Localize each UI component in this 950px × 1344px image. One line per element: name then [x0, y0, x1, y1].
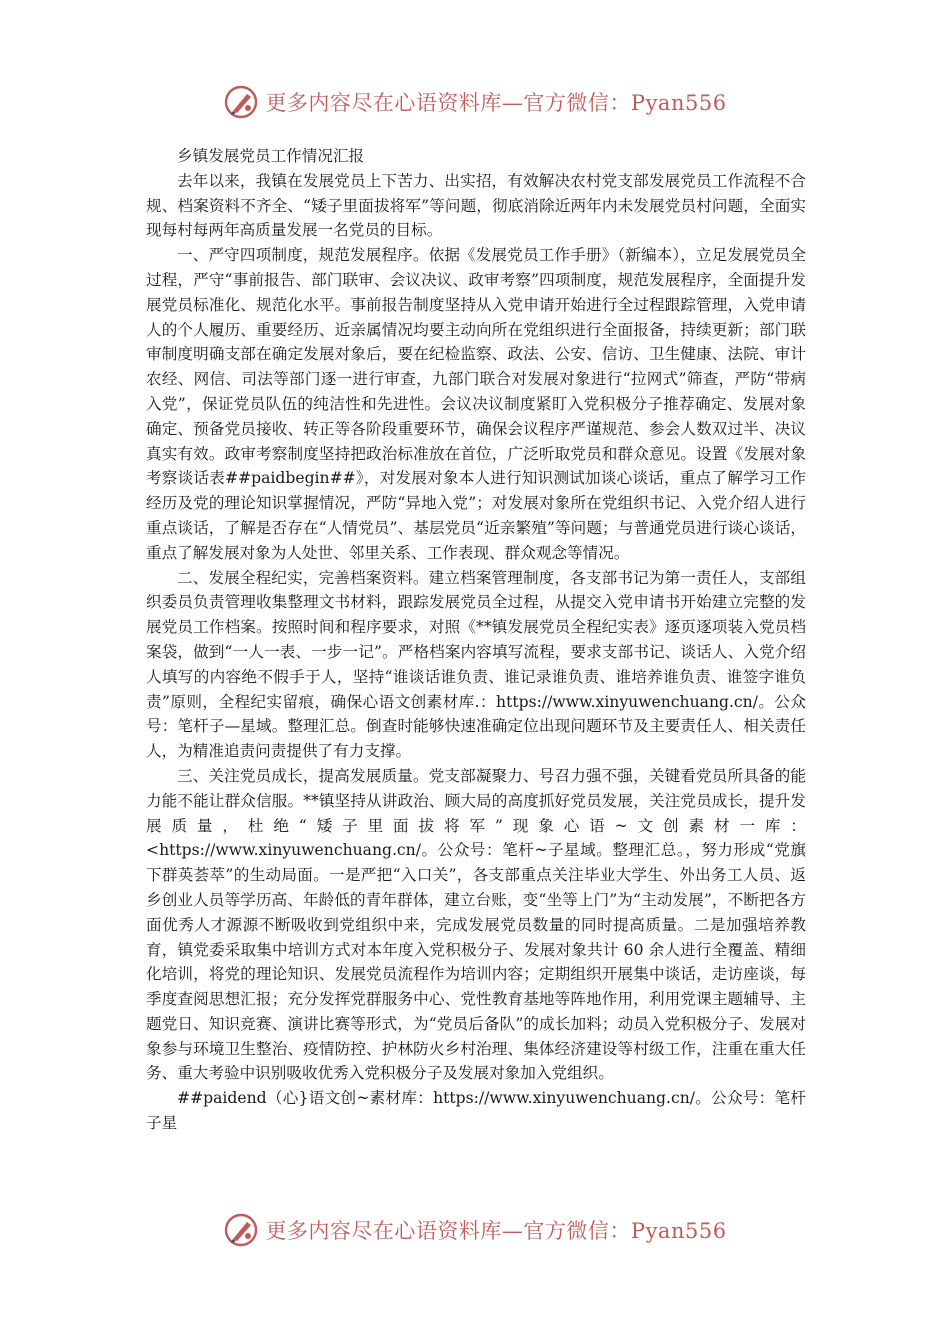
paragraph-section-1: 一、严守四项制度，规范发展程序。依据《发展党员工作手册》（新编本），立足发展党员全过程，严守“事前报告、部门联审、会议决议、政审考察”四项制度，规范发展程序，全面提升发展党员标准化、规范化水平。事前报告制度坚持从入党申请开始进行全过程跟踪管理，入党申请人的个人履历、重要经历、近亲属情况均要主动向所在党组织进行全面报备，持续更新；部门联审制度明确支部在确定发展对象后，要在纪检监察、政法、公安、信访、卫生健康、法院、审计农经、网信、司法等部门逐一进行审查，九部门联合对发展对象进行“拉网式”筛查，严防“带病入党”，保证党员队伍的纯洁性和先进性。会议决议制度紧盯入党积极分子推荐确定、发展对象确定、预备党员接收、转正等各阶段重要环节，确保会议程序严谨规范、参会人数双过半、决议真实有效。政审考察制度坚持把政治标准放在首位，广泛听取党员和群众意见。设置《发展对象考察谈话表##paidbegin##》，对发展对象本人进行知识测试加谈心谈话，重点了解学习工作经历及党的理论知识掌握情况，严防“异地入党”；对发展对象所在党组织书记、入党介绍人进行重点谈话，了解是否存在“人情党员”、基层党员“近亲繁殖”等问题；与普通党员进行谈心谈话，重点了解发展对象为人处世、邻里关系、工作表现、群众观念等情况。	[146, 246, 806, 562]
paragraph-intro: 去年以来，我镇在发展党员上下苦力、出实招，有效解决农村党支部发展党员工作流程不合规、档案资料不齐全、“矮子里面拔将军”等问题，彻底消除近两年内未发展党员村问题，全面实现每村每两年高质量发展一名党员的目标。	[146, 171, 806, 240]
paragraph-section-2: 二、发展全程纪实，完善档案资料。建立档案管理制度，各支部书记为第一责任人，支部组织委员负责管理收集整理文书材料，跟踪发展党员全过程，从提交入党申请书开始建立完整的发展党员工作档案。按照时间和程序要求，对照《**镇发展党员全程纪实表》逐页逐项装入党员档案袋，做到“一人一表、一步一记”。严格档案内容填写流程，要求支部书记、谈话人、入党介绍人填写的内容绝不假手于人，坚持“谁谈话谁负责、谁记录谁负责、谁培养谁负责、谁签字谁负责”原则，全程纪实留痕，确保心语文创素材库.：https://www.xinyuwenchuang.cn/。公众号：笔杆子—星域。整理汇总。倒查时能够快速准确定位出现问题环节及主要责任人、相关责任人，为精准追责问责提供了有力支撑。	[146, 568, 806, 761]
pen-logo-icon	[223, 1212, 259, 1248]
document-body	[146, 144, 806, 1136]
footer-banner[interactable]	[0, 1208, 950, 1252]
paragraph-trailer: ##paidend（心}语文创~素材库：https://www.xinyuwenchuang.cn/。公众号：笔杆子星	[146, 1089, 806, 1133]
document-title: 乡镇发展党员工作情况汇报	[177, 147, 365, 165]
footer-banner-text: 更多内容尽在心语资料库—官方微信：Pyan556	[265, 1219, 727, 1243]
paragraph-section-3: 三、关注党员成长，提高发展质量。党支部凝聚力、号召力强不强，关键看党员所具备的能力能不能让群众信服。**镇坚持从讲政治、顾大局的高度抓好党员发展，关注党员成长，提升发展质量，杜绝“矮子里面拔将军”现象心语~文创素材一库：<https://www.xinyuwenchuang.cn/。公众号：笔杆~子星域。整理汇总。，努力形成“党旗下群英荟萃”的生动局面。一是严把“入口关”，各支部重点关注毕业大学生、外出务工人员、返乡创业人员等学历高、年龄低的青年群体，建立台账，变“坐等上门”为“主动发展”，不断把各方面优秀人才源源不断吸收到党组织中来，完成发展党员数量的同时提高质量。二是加强培养教育，镇党委采取集中培训方式对本年度入党积极分子、发展对象共计 60 余人进行全覆盖、精细化培训，将党的理论知识、发展党员流程作为培训内容；定期组织开展集中谈话，走访座谈，每季度查阅思想汇报；充分发挥党群服务中心、党性教育基地等阵地作用，利用党课主题辅导、主题党日、知识竞赛、演讲比赛等形式，为“党员后备队”的成长加料；动员入党积极分子、发展对象参与环境卫生整治、疫情防控、护林防火乡村治理、集体经济建设等村级工作，注重在重大任务、重大考验中识别吸收优秀入党积极分子及发展对象加入党组织。	[146, 766, 806, 1083]
header-banner-text: 更多内容尽在心语资料库—官方微信：Pyan556	[265, 91, 727, 115]
header-banner[interactable]	[0, 80, 950, 124]
pen-logo-icon	[223, 84, 259, 120]
